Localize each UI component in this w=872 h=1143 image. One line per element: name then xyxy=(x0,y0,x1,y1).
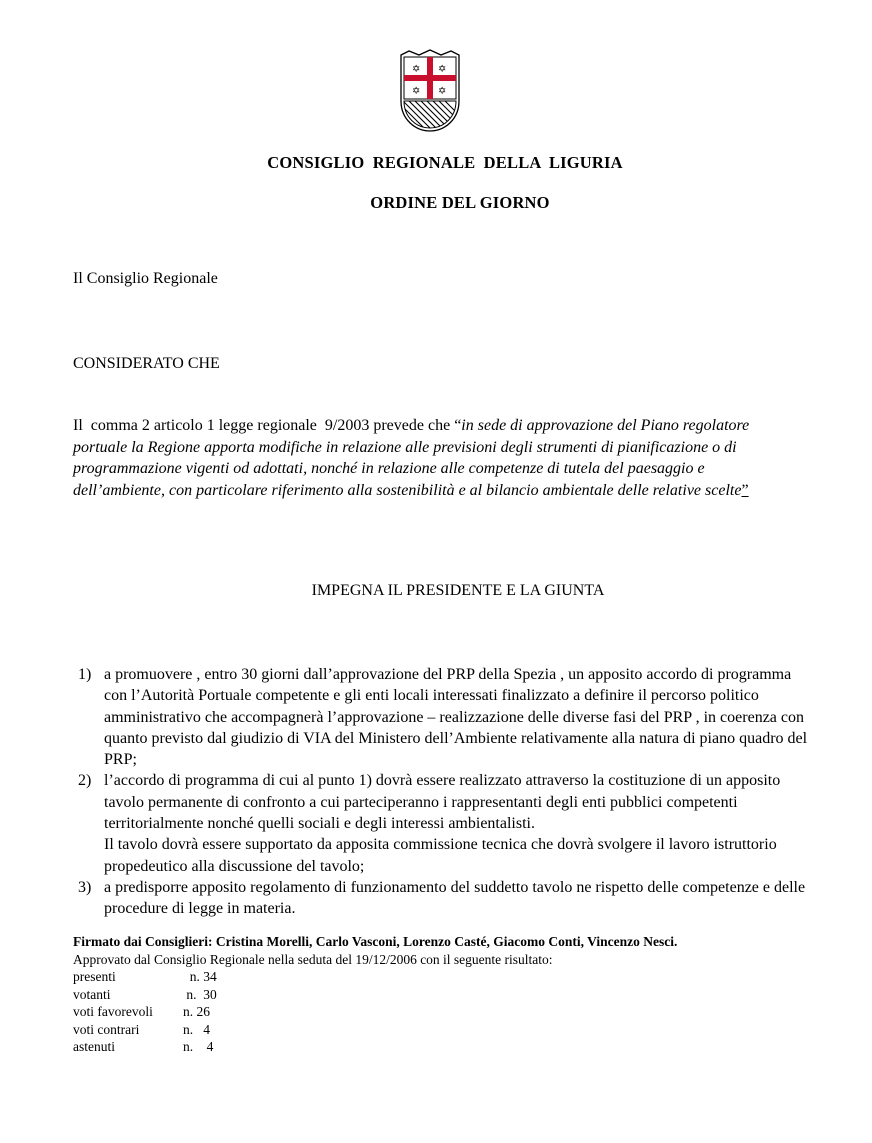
vote-value: n. 4 xyxy=(183,1021,210,1037)
svg-text:✡: ✡ xyxy=(438,86,447,97)
signatures-block xyxy=(73,933,793,968)
vote-label: astenuti xyxy=(73,1039,115,1055)
law-quote-paragraph xyxy=(73,415,793,501)
commitments-list xyxy=(78,664,818,920)
vote-results xyxy=(73,968,217,1056)
quote-lead-text: Il comma 2 articolo 1 legge regionale 9/2003 prevede che “ xyxy=(73,417,462,434)
signed-by-line: Firmato dai Consiglieri: Cristina Morelli, Carlo Vasconi, Lorenzo Casté, Giacomo Conti, Vincenzo Nesci. xyxy=(73,934,678,949)
list-item-text: a promuovere , entro 30 giorni dall’approvazione del PRP della Spezia , un apposito accordo di programma con l’Autorità Portuale competente e gli enti locali interessati finalizzato a definire il percorso politico amministrativo che accompagnerà l’approvazione – realizzazione delle diverse fasi del PRP , in coerenza con quanto previsto dal giudizio di VIA del Ministero dell’Ambiente relativamente alla natura di piano quadro del PRP; xyxy=(104,666,808,769)
vote-row xyxy=(73,986,217,1004)
list-item xyxy=(78,664,818,770)
list-item-text: a predisporre apposito regolamento di funzionamento del suddetto tavolo ne rispetto delle competenze e delle procedure di legge in materia. xyxy=(104,878,806,918)
considerato-heading: CONSIDERATO CHE xyxy=(73,355,220,372)
quote-close-mark: ” xyxy=(741,481,749,499)
svg-text:✡: ✡ xyxy=(412,64,421,75)
list-item-number: 1) xyxy=(78,666,92,683)
list-item-extra-text: Il tavolo dovrà essere supportato da apposita commissione tecnica che dovrà svolgere il lavoro istruttorio propedeutico alla discussione del tavolo; xyxy=(104,836,777,875)
list-item-number: 3) xyxy=(78,878,92,896)
list-item-number: 2) xyxy=(78,772,92,790)
vote-label: presenti xyxy=(73,969,116,984)
vote-value: n. 30 xyxy=(183,986,217,1002)
council-line: Il Consiglio Regionale xyxy=(73,270,218,287)
list-item xyxy=(78,877,818,920)
approval-line: Approvato dal Consiglio Regionale nella seduta del 19/12/2006 con il seguente risultato: xyxy=(73,951,553,967)
svg-text:✡: ✡ xyxy=(438,64,447,75)
vote-label: votanti xyxy=(73,986,111,1002)
list-item xyxy=(78,770,818,876)
vote-row xyxy=(73,1038,217,1056)
vote-label: voti favorevoli xyxy=(73,1004,153,1020)
vote-label: voti contrari xyxy=(73,1021,140,1037)
vote-value: n. 34 xyxy=(183,969,217,984)
list-item-text: l’accordo di programma di cui al punto 1) dovrà essere realizzato attraverso la costituzione di un apposito tavolo permanente di confronto a cui parteciperanno i rappresentanti degli enti pubblici competenti territorialmente nonché quelli sociali e degli interessi ambientalisti. xyxy=(104,772,781,833)
quoted-law-text: in sede di approvazione del Piano regolatore portuale la Regione apporta modifiche in relazione alle previsioni degli strumenti di pianificazione o di programmazione vigenti od adottati, nonché in relazione alle competenze di tutela del paesaggio e dell’ambiente, con particolare riferimento alla sostenibilità e al bilancio ambientale delle relative scelte xyxy=(73,417,750,499)
organization-title: CONSIGLIO REGIONALE DELLA LIGURIA xyxy=(267,153,623,172)
vote-value: n. 4 xyxy=(183,1039,214,1055)
document-type-title: ORDINE DEL GIORNO xyxy=(370,193,550,212)
liguria-coat-of-arms-icon xyxy=(397,49,463,133)
vote-row xyxy=(73,1003,217,1021)
vote-row xyxy=(73,968,217,986)
svg-text:✡: ✡ xyxy=(412,86,421,97)
vote-value: n. 26 xyxy=(183,1004,210,1020)
commitment-heading: IMPEGNA IL PRESIDENTE E LA GIUNTA xyxy=(311,582,605,599)
vote-row xyxy=(73,1021,217,1039)
